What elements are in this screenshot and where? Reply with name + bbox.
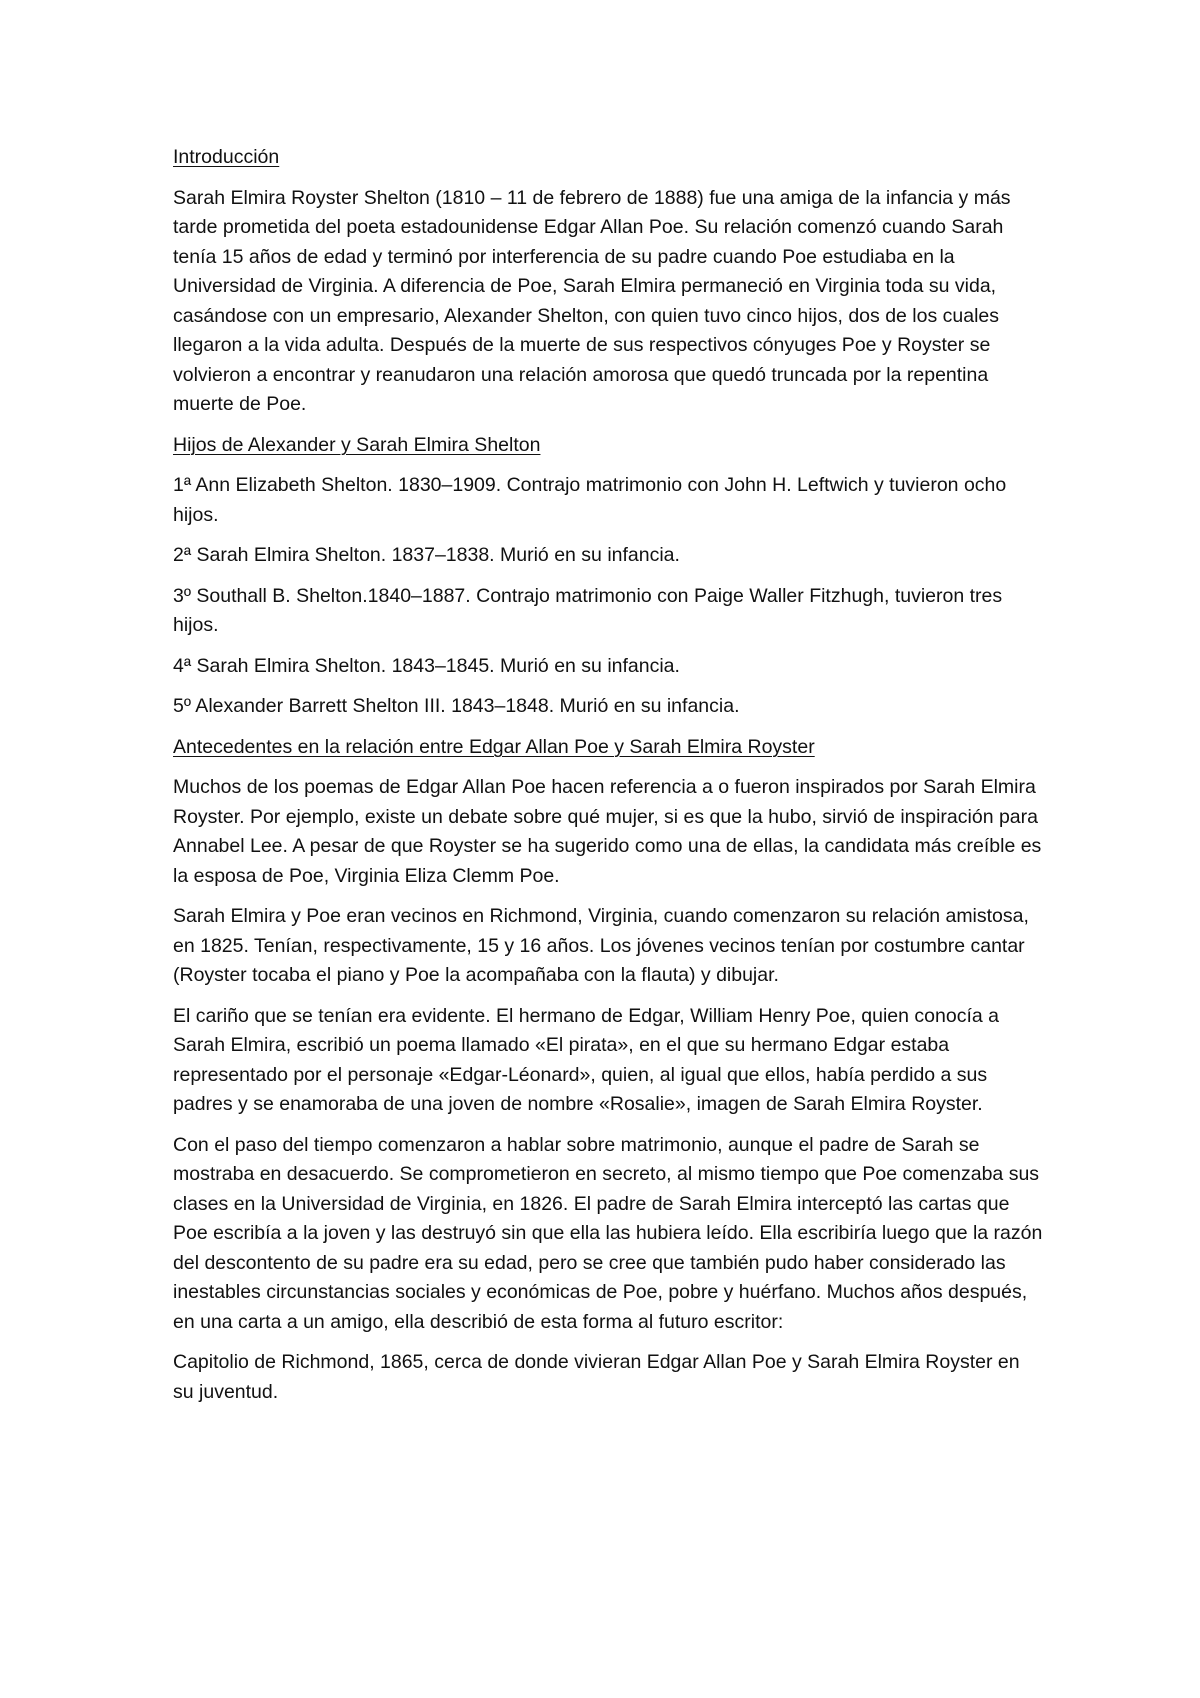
intro-heading: Introducción (173, 146, 280, 168)
background-paragraph-3: El cariño que se tenían era evidente. El hermano de Edgar, William Henry Poe, quien conocía a Sarah Elmira, escribió un poema llamado «El pirata», en el que su hermano Edgar estaba representado por el personaje «Edgar-Léonard», quien, al igual que ellos, había perdido a sus padres y se enamoraba de una joven de nombre «Rosalie», imagen de Sarah Elmira Royster. (173, 1004, 999, 1115)
background-paragraph-4: Con el paso del tiempo comenzaron a hablar sobre matrimonio, aunque el padre de Sarah se mostraba en desacuerdo. Se comprometieron en secreto, al mismo tiempo que Poe comenzaba sus clases en la Universidad de Virginia, en 1826. El padre de Sarah Elmira interceptó las cartas que Poe escribía a la joven y las destruyó sin que ella las hubiera leído. Ella escribiría luego que la razón del descontento de su padre era su edad, pero se cree que también pudo haber considerado las inestables circunstancias sociales y económicas de Poe, pobre y huérfano. Muchos años después, en una carta a un amigo, ella describió de esta forma al futuro escritor: (173, 1133, 1043, 1333)
image-caption: Capitolio de Richmond, 1865, cerca de donde vivieran Edgar Allan Poe y Sarah Elmira Royster en su juventud. (173, 1351, 1020, 1403)
child-item-4: 4ª Sarah Elmira Shelton. 1843–1845. Murió en su infancia. (173, 654, 680, 677)
background-paragraph-1: Muchos de los poemas de Edgar Allan Poe hacen referencia a o fueron inspirados por Sarah Elmira Royster. Por ejemplo, existe un debate sobre qué mujer, si es que la hubo, sirvió de inspiración para Annabel Lee. A pesar de que Royster se ha sugerido como una de ellas, la candidata más creíble es la esposa de Poe, Virginia Eliza Clemm Poe. (173, 776, 1042, 887)
child-item-5: 5º Alexander Barrett Shelton III. 1843–1848. Murió en su infancia. (173, 695, 740, 717)
child-item-3: 3º Southall B. Shelton.1840–1887. Contrajo matrimonio con Paige Waller Fitzhugh, tuvieron tres hijos. (173, 584, 1003, 636)
children-heading: Hijos de Alexander y Sarah Elmira Shelton (173, 433, 541, 456)
document-page (173, 143, 1043, 1418)
background-heading: Antecedentes en la relación entre Edgar Allan Poe y Sarah Elmira Royster (173, 735, 815, 758)
child-item-1: 1ª Ann Elizabeth Shelton. 1830–1909. Contrajo matrimonio con John H. Leftwich y tuvieron ocho hijos. (173, 474, 1007, 526)
background-paragraph-2: Sarah Elmira y Poe eran vecinos en Richmond, Virginia, cuando comenzaron su relación amistosa, en 1825. Tenían, respectivamente, 15 y 16 años. Los jóvenes vecinos tenían por costumbre cantar (Royster tocaba el piano y Poe la acompañaba con la flauta) y dibujar. (173, 905, 1029, 986)
intro-paragraph: Sarah Elmira Royster Shelton (1810 – 11 de febrero de 1888) fue una amiga de la infancia y más tarde prometida del poeta estadounidense Edgar Allan Poe. Su relación comenzó cuando Sarah tenía 15 años de edad y terminó por interferencia de su padre cuando Poe estudiaba en la Universidad de Virginia. A diferencia de Poe, Sarah Elmira permaneció en Virginia toda su vida, casándose con un empresario, Alexander Shelton, con quien tuvo cinco hijos, dos de los cuales llegaron a la vida adulta. Después de la muerte de sus respectivos cónyuges Poe y Royster se volvieron a encontrar y reanudaron una relación amorosa que quedó truncada por la repentina muerte de Poe. (173, 186, 1011, 415)
child-item-2: 2ª Sarah Elmira Shelton. 1837–1838. Murió en su infancia. (173, 544, 680, 566)
